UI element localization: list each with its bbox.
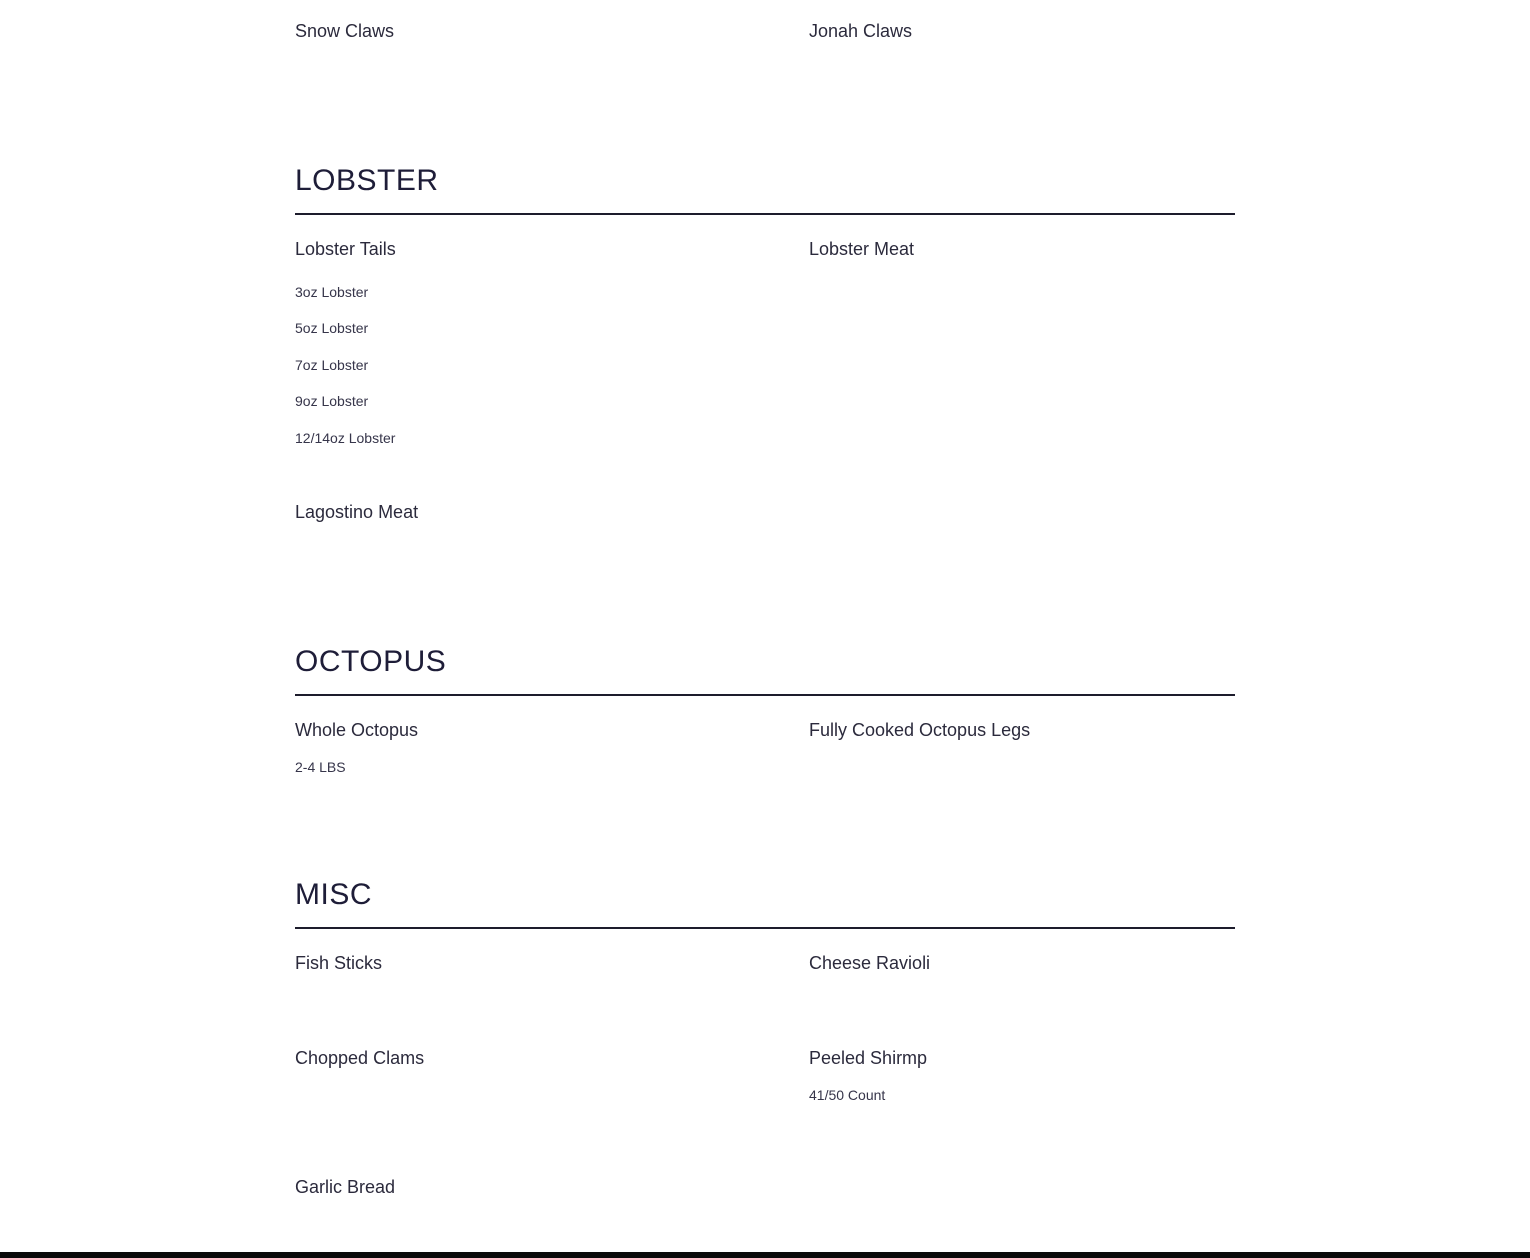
footer-bar <box>0 1252 1530 1258</box>
item-lobster-tails: Lobster Tails <box>295 239 396 259</box>
section-divider-misc <box>295 927 1235 929</box>
lobster-size-option: 7oz Lobster <box>295 357 369 373</box>
lobster-size-option: 5oz Lobster <box>295 320 369 336</box>
lobster-size-option: 3oz Lobster <box>295 284 369 300</box>
item-jonah-claws: Jonah Claws <box>809 21 913 41</box>
item-garlic-bread: Garlic Bread <box>295 1177 396 1197</box>
shrimp-count-option: 41/50 Count <box>809 1087 886 1103</box>
lobster-size-option: 12/14oz Lobster <box>295 430 396 446</box>
section-title-misc: MISC <box>295 878 372 911</box>
section-divider-lobster <box>295 213 1235 215</box>
item-peeled-shrimp: Peeled Shirmp <box>809 1048 928 1068</box>
section-divider-octopus <box>295 694 1235 696</box>
item-whole-octopus: Whole Octopus <box>295 720 419 740</box>
section-title-lobster: LOBSTER <box>295 164 439 197</box>
item-lagostino-meat: Lagostino Meat <box>295 502 419 522</box>
octopus-weight-option: 2-4 LBS <box>295 759 346 775</box>
section-title-octopus: OCTOPUS <box>295 645 447 678</box>
item-octopus-legs: Fully Cooked Octopus Legs <box>809 720 1031 740</box>
item-fish-sticks: Fish Sticks <box>295 953 383 973</box>
item-chopped-clams: Chopped Clams <box>295 1048 425 1068</box>
item-lobster-meat: Lobster Meat <box>809 239 915 259</box>
item-snow-claws: Snow Claws <box>295 21 395 41</box>
lobster-size-option: 9oz Lobster <box>295 393 369 409</box>
item-cheese-ravioli: Cheese Ravioli <box>809 953 931 973</box>
